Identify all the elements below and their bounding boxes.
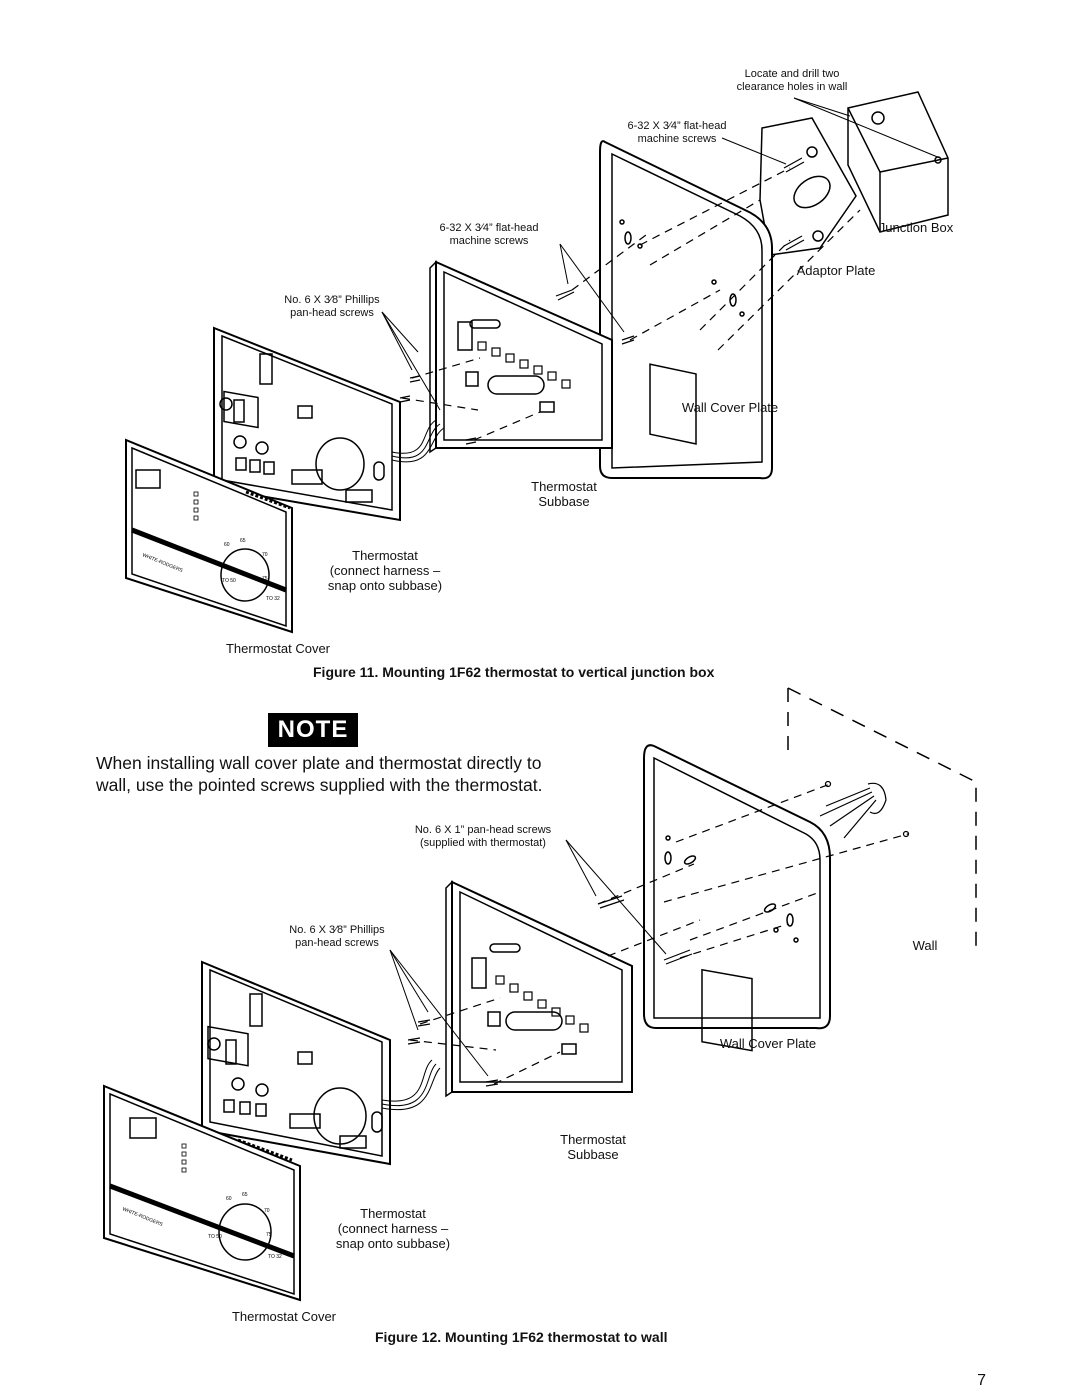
label-locate-drill: Locate and drill two clearance holes in wall: [736, 68, 848, 93]
label-screws-1in: No. 6 X 1” pan-head screws (supplied with thermostat): [414, 824, 552, 849]
figure-11-diagram: [0, 0, 1080, 660]
note-badge: NOTE: [268, 713, 358, 747]
label-subbase-2: Thermostat Subbase: [560, 1132, 626, 1162]
cover-brand-text-2: WHITE-RODGERS: [121, 1206, 164, 1228]
page-number: 7: [977, 1372, 986, 1389]
wall-cover-plate: [600, 141, 772, 478]
label-junction-box: Junction Box: [878, 220, 954, 235]
svg-text:65: 65: [242, 1192, 248, 1198]
svg-text:TO 32: TO 32: [266, 596, 280, 602]
svg-text:60: 60: [224, 542, 230, 548]
svg-text:TO 50: TO 50: [222, 578, 236, 584]
figure-12-caption: Figure 12. Mounting 1F62 thermostat to wall: [375, 1329, 668, 1345]
wires: [820, 782, 909, 839]
adaptor-plate: [760, 118, 856, 255]
label-wall: Wall: [912, 938, 938, 953]
label-wall-cover-plate-2: Wall Cover Plate: [719, 1036, 817, 1051]
wall-cover-plate-2: [644, 745, 830, 1050]
svg-text:TO 32: TO 32: [268, 1254, 282, 1260]
svg-text:65: 65: [240, 538, 246, 544]
thermostat-subbase-2: [446, 882, 632, 1096]
label-screws-mid: 6-32 X 3⁄4” flat-head machine screws: [439, 222, 539, 247]
figure-12-diagram: [0, 680, 1080, 1340]
svg-text:70: 70: [264, 1208, 270, 1214]
svg-text:75: 75: [266, 1232, 272, 1238]
label-adaptor-plate: Adaptor Plate: [796, 263, 876, 278]
label-phillips-2: No. 6 X 3⁄8” Phillips pan-head screws: [289, 924, 385, 949]
label-screws-top: 6-32 X 3⁄4” flat-head machine screws: [627, 120, 727, 145]
thermostat-subbase: [430, 262, 612, 452]
svg-text:60: 60: [226, 1196, 232, 1202]
label-wall-cover-plate: Wall Cover Plate: [681, 400, 779, 415]
svg-text:70: 70: [262, 552, 268, 558]
label-subbase: Thermostat Subbase: [531, 479, 597, 509]
thermostat-body-2: [202, 962, 390, 1164]
label-cover-2: Thermostat Cover: [231, 1309, 337, 1324]
junction-box: [848, 92, 948, 232]
label-thermostat: Thermostat (connect harness – snap onto subbase): [327, 548, 443, 593]
cover-brand-text: WHITE-RODGERS: [141, 552, 184, 574]
label-phillips: No. 6 X 3⁄8” Phillips pan-head screws: [284, 294, 380, 319]
label-thermostat-2: Thermostat (connect harness – snap onto subbase): [335, 1206, 451, 1251]
note-text: When installing wall cover plate and thermostat directly to wall, use the pointed screws supplied with the thermostat.: [96, 753, 543, 795]
svg-text:75: 75: [262, 576, 268, 582]
svg-text:TO 50: TO 50: [208, 1234, 222, 1240]
label-cover: Thermostat Cover: [225, 641, 331, 656]
figure-11-caption: Figure 11. Mounting 1F62 thermostat to vertical junction box: [313, 664, 715, 680]
